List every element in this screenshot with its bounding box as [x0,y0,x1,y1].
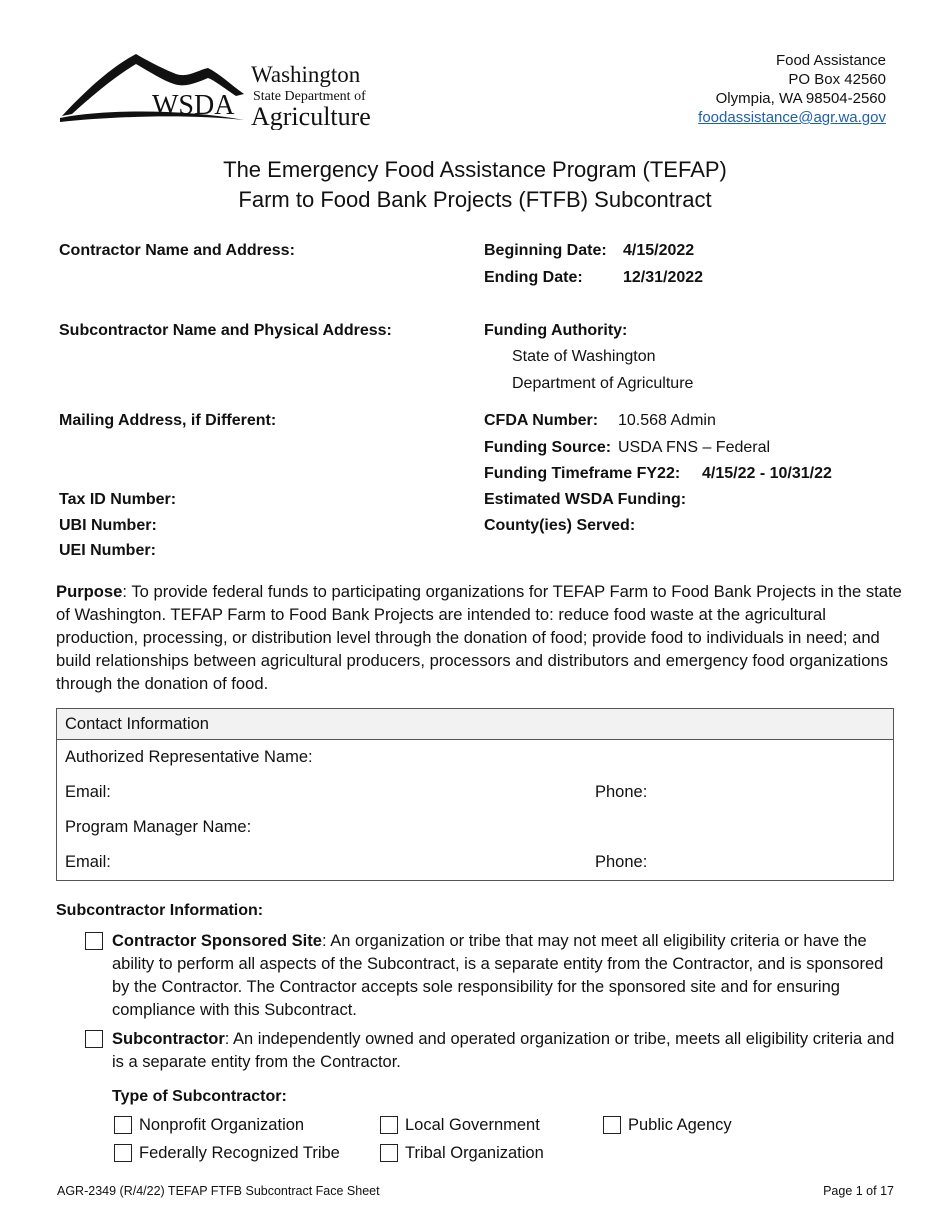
nonprofit-label: Nonprofit Organization [139,1116,305,1134]
federal-tribe-checkbox[interactable] [114,1144,132,1162]
ending-date-value: 12/31/2022 [623,269,704,286]
cfda-label: CFDA Number: [484,412,599,429]
purpose-label: Purpose [56,582,123,601]
sponsored-site-text: : An organization or tribe that may not meet all eligibility criteria or have the ability to perform all aspects of the Subcontract, is a separate entity from the Contractor, and is sponsored by the Contractor. The Contractor accepts sole responsibility for the sponsored site and for ensuring compliance with this Subcontract. [112,932,884,1019]
federal-tribe-label: Federally Recognized Tribe [139,1144,340,1162]
logo-initials: WSDA [152,90,235,121]
phone2-label: Phone: [595,853,648,871]
type-heading: Type of Subcontractor: [112,1088,287,1105]
subcontractor-option [112,1028,902,1074]
public-agency-checkbox[interactable] [603,1116,621,1134]
address-line1: Food Assistance [775,52,886,69]
tribal-org-checkbox[interactable] [380,1144,398,1162]
title-line1: The Emergency Food Assistance Program (TEFAP) [223,157,727,182]
timeframe-label: Funding Timeframe FY22: [484,465,681,482]
beginning-date-value: 4/15/2022 [623,242,695,259]
email1-label: Email: [65,783,111,801]
address-block [698,51,886,127]
address-line3: Olympia, WA 98504-2560 [715,90,886,107]
wsda-logo [58,48,378,130]
logo-line3: Agriculture [251,102,371,130]
funding-authority-label: Funding Authority: [484,322,628,339]
funding-source-value: USDA FNS – Federal [618,439,771,456]
sponsored-site-option [112,930,902,1022]
logo-line1: Washington [251,62,361,87]
contractor-label: Contractor Name and Address: [59,242,295,259]
address-line2: PO Box 42560 [788,71,886,88]
auth-rep-label: Authorized Representative Name: [65,748,313,766]
page-number: Page 1 of 17 [823,1184,894,1198]
funding-authority-line1: State of Washington [512,348,656,365]
mailing-label: Mailing Address, if Different: [59,412,277,429]
subcontractor-info-heading: Subcontractor Information: [56,902,264,919]
tribal-org-label: Tribal Organization [405,1144,544,1162]
sponsored-site-checkbox[interactable] [85,932,103,950]
email2-label: Email: [65,853,111,871]
tax-id-label: Tax ID Number: [59,491,177,508]
ubi-label: UBI Number: [59,517,157,534]
uei-label: UEI Number: [59,542,156,559]
timeframe-value: 4/15/22 - 10/31/22 [702,465,832,482]
title-line2: Farm to Food Bank Projects (FTFB) Subcontract [238,187,712,212]
contact-info-table [56,708,894,881]
public-agency-label: Public Agency [628,1116,732,1134]
subcontractor-label: Subcontractor Name and Physical Address: [59,322,392,339]
program-manager-label: Program Manager Name: [65,818,252,836]
purpose-text: : To provide federal funds to participating organizations for TEFAP Farm to Food Bank Projects in the state of Washington. TEFAP Farm to Food Bank Projects are intended to: reduce food waste at the agricultural production, processing, or distribution level through the donation of food; provide food to individuals in need; and build relationships between agricultural producers, processors and distributors and emergency food organizations through the donation of food. [56,582,902,693]
cfda-value: 10.568 Admin [618,412,716,429]
funding-source-label: Funding Source: [484,439,612,456]
contact-header: Contact Information [57,709,893,740]
local-government-checkbox[interactable] [380,1116,398,1134]
county-label: County(ies) Served: [484,517,636,534]
subcontractor-checkbox[interactable] [85,1030,103,1048]
form-number: AGR-2349 (R/4/22) TEFAP FTFB Subcontract Face Sheet [57,1184,380,1198]
subcontractor-option-text: : An independently owned and operated organization or tribe, meets all eligibility criteria and is a separate entity from the Contractor. [112,1030,895,1071]
purpose-paragraph [56,580,902,695]
local-government-label: Local Government [405,1116,540,1134]
phone1-label: Phone: [595,783,648,801]
funding-authority-line2: Department of Agriculture [512,375,694,392]
estimated-funding-label: Estimated WSDA Funding: [484,491,687,508]
email-link[interactable]: foodassistance@agr.wa.gov [698,109,886,126]
subcontractor-option-label: Subcontractor [112,1030,225,1048]
ending-date-label: Ending Date: [484,269,583,286]
document-title [0,155,950,215]
logo-line2: State Department of [253,89,366,104]
nonprofit-checkbox[interactable] [114,1116,132,1134]
sponsored-site-label: Contractor Sponsored Site [112,932,322,950]
beginning-date-label: Beginning Date: [484,242,607,259]
